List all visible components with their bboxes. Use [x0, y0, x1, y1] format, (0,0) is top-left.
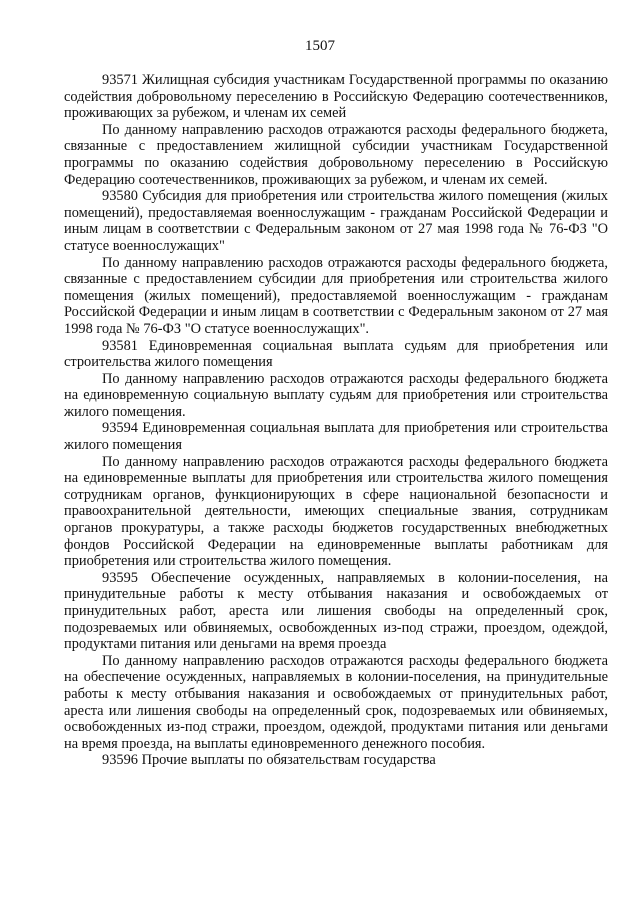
section-heading-93595: 93595 Обеспечение осужденных, направляемых в колонии-поселения, на принудительные работы к месту отбывания наказания и освобождаемых от принудительных работ, ареста или лишения свободы на определенный срок, подозреваемых или обвиняемых, освобожденных из-под стражи, проездом, одеждой, продуктами питания или деньгами на время проезда — [64, 569, 608, 653]
section-heading-93580: 93580 Субсидия для приобретения или строительства жилого помещения (жилых помещений), предоставляемая военнослужащим - гражданам Российской Федерации и иным лицам в соответствии с Федеральным законом от 27 мая 1998 года № 76-ФЗ "О статусе военнослужащих" — [64, 188, 608, 254]
section-description-93594: По данному направлению расходов отражаются расходы федерального бюджета на единовременные выплаты для приобретения или строительства жилого помещения сотрудникам органов, функционирующих в сфере национальной безопасности и правоохранительной деятельности, имеющих специальные звания, сотрудникам органов прокуратуры, а также расходы бюджетов государственных внебюджетных фондов Российской Федерации на единовременные выплаты работникам для приобретения или строительства жилого помещения. — [64, 453, 608, 570]
page-number: 1507 — [305, 38, 335, 54]
section-heading-93571: 93571 Жилищная субсидия участникам Государственной программы по оказанию содействия добровольному переселению в Российскую Федерацию соотечественников, проживающих за рубежом, и членам их семей — [64, 72, 608, 122]
section-description-93595: По данному направлению расходов отражаются расходы федерального бюджета на обеспечение осужденных, направляемых в колонии-поселения, на принудительные работы к месту отбывания наказания и освобождаемых от принудительных работ, ареста или лишения свободы на определенный срок, подозреваемых или обвиняемых, освобожденных из-под стражи, проездом, одеждой, продуктами питания или деньгами на время проезда, на выплаты единовременного денежного пособия. — [64, 652, 608, 752]
section-description-93571: По данному направлению расходов отражаются расходы федерального бюджета, связанные с предоставлением жилищной субсидии участникам Государственной программы по оказанию содействия добровольному переселению в Российскую Федерацию соотечественников, проживающих за рубежом, и членам их семей. — [64, 121, 608, 188]
section-heading-93594: 93594 Единовременная социальная выплата для приобретения или строительства жилого помещения — [64, 420, 608, 454]
section-heading-93596: 93596 Прочие выплаты по обязательствам государства — [102, 752, 436, 769]
section-description-93581: По данному направлению расходов отражаются расходы федерального бюджета на единовременную социальную выплату судьям для приобретения или строительства жилого помещения. — [64, 370, 608, 420]
section-description-93580: По данному направлению расходов отражаются расходы федерального бюджета, связанные с предоставлением субсидии для приобретения или строительства жилого помещения (жилых помещений), предоставляемой военнослужащим - гражданам Российской Федерации и иным лицам в соответствии с Федеральным законом от 27 мая 1998 года № 76-ФЗ "О статусе военнослужащих". — [64, 254, 608, 337]
section-heading-93581: 93581 Единовременная социальная выплата судьям для приобретения или строительства жилого помещения — [64, 337, 608, 371]
document-body — [64, 72, 608, 769]
